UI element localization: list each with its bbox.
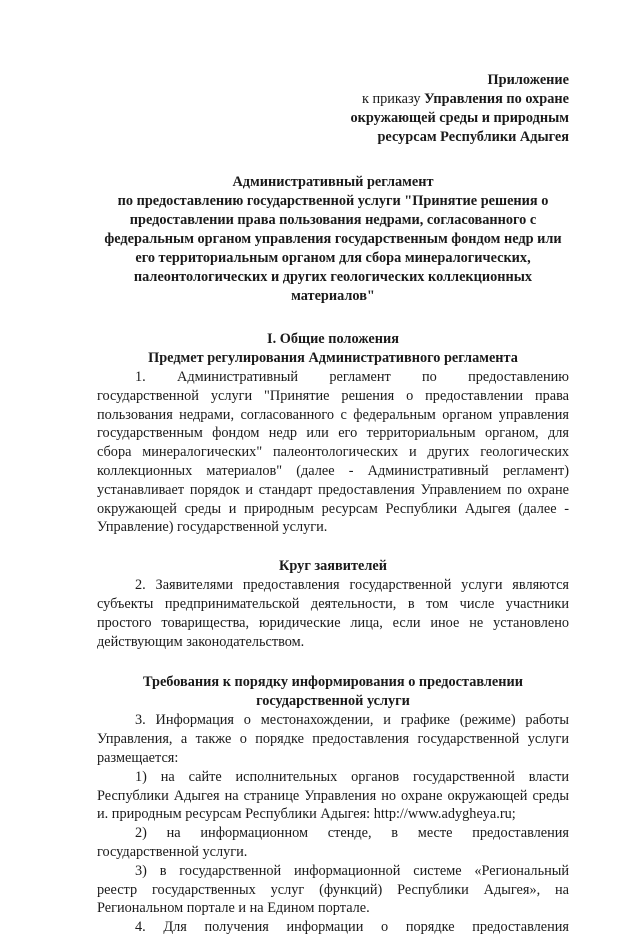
title-line: по предоставлению государственной услуги "Принятие решения о — [117, 193, 549, 209]
paragraph-4 — [97, 918, 569, 937]
text-line: действующим законодательством. — [97, 633, 305, 650]
paragraph-3 — [97, 711, 569, 767]
title-line: Административный регламент — [232, 174, 434, 190]
appendix-line3: окружающей среды и природным — [350, 110, 569, 126]
text-line: 2) на информационном стенде, в месте предоставления — [135, 825, 569, 842]
regulation-title — [97, 173, 569, 306]
section-heading: I. Общие положения — [267, 331, 399, 347]
section-heading: Круг заявителей — [279, 558, 387, 575]
appendix-block — [97, 71, 569, 147]
text-line: простого товарищества, юридические лица, если иное не установлено — [97, 614, 569, 631]
title-line: материалов" — [291, 288, 375, 304]
section-heading: государственной услуги — [256, 693, 410, 710]
text-line: государственным фондом недр или его территориальным органом, для — [97, 425, 569, 442]
text-line: государственной услуги. — [97, 843, 248, 860]
appendix-title: Приложение — [487, 72, 569, 88]
text-line: 3. Информация о местонахождении, и графике (режиме) работы — [135, 712, 569, 729]
appendix-order-prefix: к приказу — [361, 91, 425, 107]
title-line: федеральным органом управления государственным фондом недр или — [104, 231, 562, 247]
section-subheading: Предмет регулирования Административного регламента — [148, 350, 518, 366]
section-applicants-heading — [97, 557, 569, 576]
text-line: Региональном портале и на Едином портале. — [97, 900, 370, 917]
paragraph-2 — [97, 576, 569, 651]
section-informing-heading — [97, 673, 569, 711]
title-line: палеонтологических и других геологических коллекционных — [133, 269, 533, 285]
section-general-heading — [97, 330, 569, 368]
appendix-order-line — [97, 90, 569, 109]
text-line: реестр государственных услуг (функций) Республики Адыгея», на — [97, 881, 569, 898]
text-line: 1. Административный регламент по предоставлению — [135, 369, 569, 385]
text-line: пользования недрами, согласованного с федеральным органом управления — [97, 406, 569, 423]
text-line: Управление) государственной услуги. — [97, 519, 328, 536]
list-item-2 — [97, 824, 569, 862]
document-page — [97, 0, 569, 937]
text-line: Управления, а также о порядке предоставления государственной услуги — [97, 731, 569, 748]
text-line: субъекты предпринимательской деятельности, в том числе участники — [97, 595, 569, 612]
text-line: и. природным ресурсам Республики Адыгея: http://www.adygheya.ru; — [97, 806, 516, 823]
appendix-order-org: Управления по охране — [424, 91, 569, 107]
appendix-line4: ресурсам Республики Адыгея — [377, 129, 569, 145]
title-line: его территориальным органом для сбора минералогических, — [135, 250, 531, 266]
text-line: окружающей среды и природным ресурсам Республики Адыгея (далее - — [97, 500, 569, 517]
text-line: 4. Для получения информации о порядке предоставления — [135, 919, 569, 936]
text-line: 3) в государственной информационной системе «Региональный — [135, 862, 569, 879]
text-line: сбора минералогических" палеонтологических и других геологических — [97, 444, 569, 461]
text-line: коллекционных материалов" (далее - Административный регламент) — [97, 462, 569, 479]
text-line: 1) на сайте исполнительных органов государственной власти — [135, 768, 569, 785]
text-line: устанавливает порядок и стандарт предоставления Управлением по охране — [97, 481, 569, 498]
list-item-3 — [97, 862, 569, 918]
text-line: Республики Адыгея на странице Управления но охране окружающей среды — [97, 787, 569, 804]
text-line: государственной услуги "Принятие решения о предоставлении права — [97, 387, 569, 404]
paragraph-1 — [97, 368, 569, 537]
text-line: 2. Заявителями предоставления государственной услуги являются — [135, 577, 569, 594]
list-item-1 — [97, 768, 569, 824]
title-line: предоставлении права пользования недрами, согласованного с — [129, 212, 537, 228]
section-heading: Требования к порядку информирования о предоставлении — [143, 674, 523, 691]
text-line: размещается: — [97, 749, 179, 766]
